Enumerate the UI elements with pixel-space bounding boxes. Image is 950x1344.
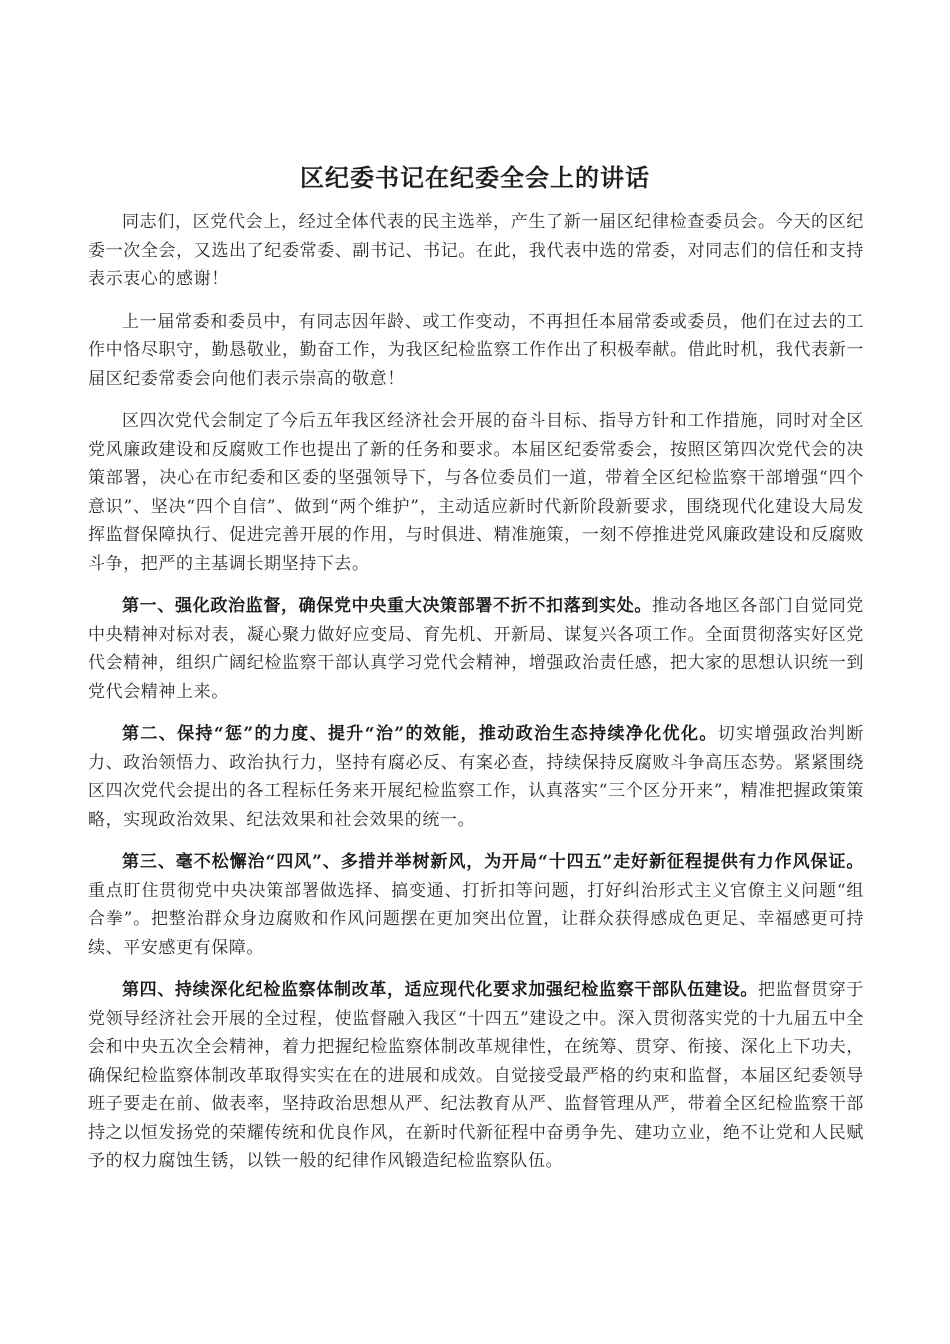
paragraph-text: 上一届常委和委员中，有同志因年龄、或工作变动，不再担任本届常委或委员，他们在过去的工作中恪尽职守，勤恳敬业，勤奋工作，为我区纪检监察工作作出了积极奉献。借此时机，我代表新一届区纪委常委会向他们表示崇高的敬意！ (88, 311, 864, 389)
paragraph-1 (88, 208, 864, 294)
document-title: 区纪委书记在纪委全会上的讲话 (300, 163, 650, 192)
paragraph-lead: 第一、强化政治监督，确保党中央重大决策部署不折不扣落到实处。 (122, 596, 653, 616)
paragraph-text: 重点盯住贯彻党中央决策部署做选择、搞变通、打折扣等问题，打好纠治形式主义官僚主义问题“组合拳”。把整治群众身边腐败和作风问题摆在更加突出位置，让群众获得感成色更足、幸福感更可持续、平安感更有保障。 (88, 880, 864, 958)
paragraph-text: 推动各地区各部门自觉同党中央精神对标对表，凝心聚力做好应变局、育先机、开新局、谋复兴各项工作。全面贯彻落实好区党代会精神，组织广阔纪检监察干部认真学习党代会精神，增强政治责任感，把大家的思想认识统一到党代会精神上来。 (88, 596, 864, 702)
paragraph-4 (88, 592, 864, 706)
paragraph-5 (88, 720, 864, 834)
document-body (88, 208, 864, 1190)
paragraph-text: 同志们，区党代会上，经过全体代表的民主选举，产生了新一届区纪律检查委员会。今天的区纪委一次全会，又选出了纪委常委、副书记、书记。在此，我代表中选的常委，对同志们的信任和支持表示衷心的感谢！ (88, 212, 864, 289)
paragraph-text: 区四次党代会制定了今后五年我区经济社会开展的奋斗目标、指导方针和工作措施，同时对全区党风廉政建设和反腐败工作也提出了新的任务和要求。本届区纪委常委会，按照区第四次党代会的决策部署，决心在市纪委和区委的坚强领导下，与各位委员们一道，带着全区纪检监察干部增强“四个意识”、坚决“四个自信”、做到“两个维护”，主动适应新时代新阶段新要求，围绕现代化建设大局发挥监督保障执行、促进完善开展的作用，与时俱进、精准施策，一刻不停推进党风廉政建设和反腐败斗争，把严的主基调长期坚持下去。 (88, 411, 864, 574)
paragraph-text: 把监督贯穿于党领导经济社会开展的全过程，使监督融入我区“十四五”建设之中。深入贯彻落实党的十九届五中全会和中央五次全会精神，着力把握纪检监察体制改革规律性，在统筹、贯穿、衔接、深化上下功夫，确保纪检监察体制改革取得实实在在的进展和成效。自觉接受最严格的约束和监督，本届区纪委领导班子要走在前、做表率，坚持政治思想从严、纪法教育从严、监督管理从严，带着全区纪检监察干部持之以恒发扬党的荣耀传统和优良作风，在新时代新征程中奋勇争先、建功立业，绝不让党和人民赋予的权力腐蚀生锈，以铁一般的纪律作风锻造纪检监察队伍。 (88, 980, 864, 1171)
paragraph-text: 切实增强政治判断力、政治领悟力、政治执行力，坚持有腐必反、有案必查，持续保持反腐败斗争高压态势。紧紧围绕区四次党代会提出的各工程标任务来开展纪检监察工作，认真落实“三个区分开来”，精准把握政策策略，实现政治效果、纪法效果和社会效果的统一。 (88, 724, 864, 830)
paragraph-3 (88, 407, 864, 578)
paragraph-7 (88, 976, 864, 1176)
paragraph-lead: 第三、毫不松懈治“四风”、多措并举树新风，为开局“十四五”走好新征程提供有力作风保证。 (122, 852, 864, 872)
paragraph-2 (88, 308, 864, 394)
paragraph-lead: 第四、持续深化纪检监察体制改革，适应现代化要求加强纪检监察干部队伍建设。 (122, 980, 759, 1000)
paragraph-lead: 第二、保持“惩”的力度、提升“治”的效能，推动政治生态持续净化优化。 (122, 724, 718, 744)
paragraph-6 (88, 848, 864, 962)
